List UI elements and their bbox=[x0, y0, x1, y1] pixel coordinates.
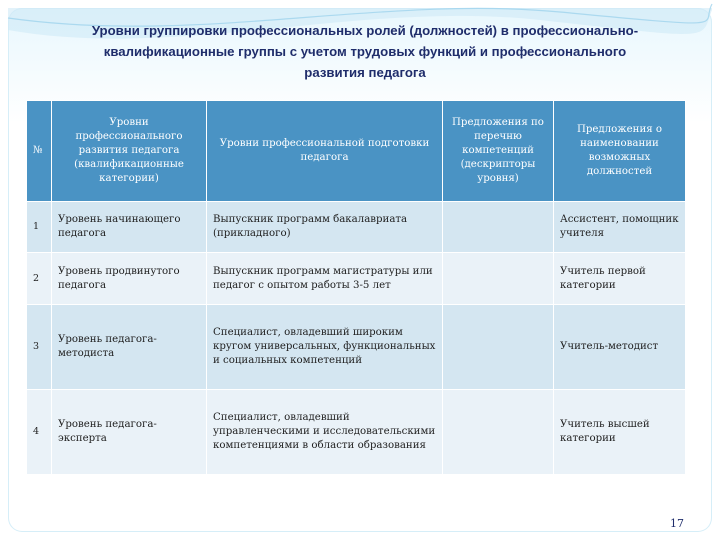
positions-cell: Учитель-методист bbox=[554, 305, 686, 390]
development-level-cell: Уровень педагога-методиста bbox=[52, 305, 207, 390]
header-number: № bbox=[27, 101, 52, 202]
table-row bbox=[27, 253, 686, 305]
header-training-level: Уровни профессиональной подготовки педагога bbox=[207, 101, 443, 202]
header-development-level: Уровни профессионального развития педагога (квалификационные категории) bbox=[52, 101, 207, 202]
table-row bbox=[27, 390, 686, 475]
row-number: 4 bbox=[27, 390, 52, 475]
positions-cell: Учитель высшей категории bbox=[554, 390, 686, 475]
training-level-cell: Специалист, овладевший широким кругом универсальных, функциональных и социальных компетенций bbox=[207, 305, 443, 390]
development-level-cell: Уровень продвинутого педагога bbox=[52, 253, 207, 305]
table-header-row bbox=[27, 101, 686, 202]
training-level-cell: Специалист, овладевший управленческими и исследовательскими компетенциями в области образования bbox=[207, 390, 443, 475]
competencies-cell bbox=[443, 253, 554, 305]
table-row bbox=[27, 305, 686, 390]
row-number: 2 bbox=[27, 253, 52, 305]
positions-cell: Ассистент, помощник учителя bbox=[554, 202, 686, 253]
development-level-cell: Уровень начинающего педагога bbox=[52, 202, 207, 253]
positions-cell: Учитель первой категории bbox=[554, 253, 686, 305]
slide-title: Уровни группировки профессиональных ролей (должностей) в профессионально- квалификационные группы с учетом трудовых функций и профессионального развития педагога bbox=[91, 23, 639, 80]
table-row bbox=[27, 202, 686, 253]
header-competencies: Предложения по перечню компетенций (дескрипторы уровня) bbox=[443, 101, 554, 202]
row-number: 1 bbox=[27, 202, 52, 253]
levels-table bbox=[26, 100, 686, 475]
page-number: 17 bbox=[670, 517, 684, 530]
header-positions: Предложения о наименовании возможных должностей bbox=[554, 101, 686, 202]
competencies-cell bbox=[443, 305, 554, 390]
competencies-cell bbox=[443, 390, 554, 475]
training-level-cell: Выпускник программ бакалавриата (прикладного) bbox=[207, 202, 443, 253]
development-level-cell: Уровень педагога-эксперта bbox=[52, 390, 207, 475]
training-level-cell: Выпускник программ магистратуры или педагог с опытом работы 3-5 лет bbox=[207, 253, 443, 305]
row-number: 3 bbox=[27, 305, 52, 390]
competencies-cell bbox=[443, 202, 554, 253]
